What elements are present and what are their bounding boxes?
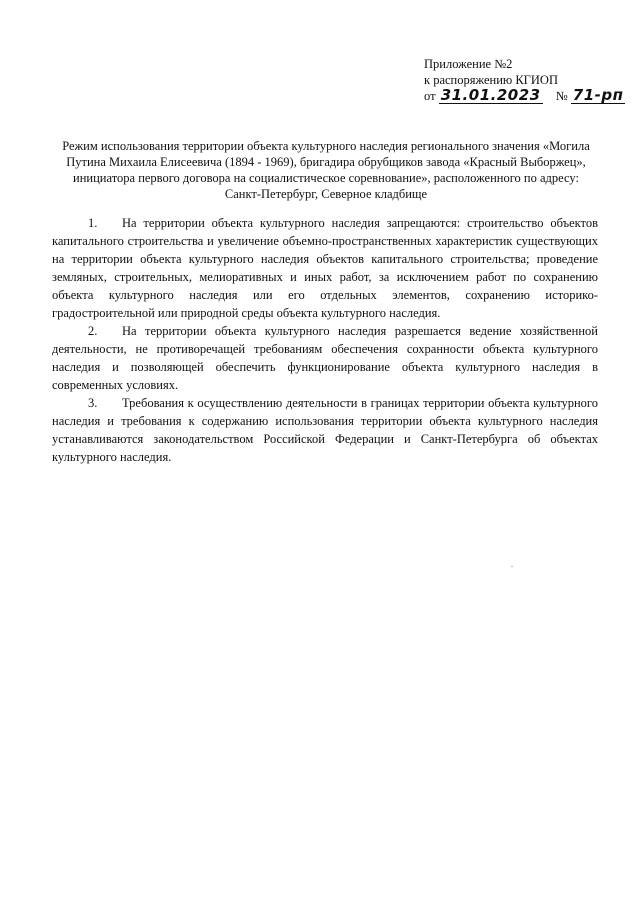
document-body [52,214,598,466]
document-title: Режим использования территории объекта культурного наследия регионального значения «Могила Путина Михаила Елисеевича (1894 - 1969), бригадира обрубщиков завода «Красный Выборжец», инициатора первого договора на социалистическое соревнование», расположенного по адресу: Санкт-Петербург, Северное кладбище [62,139,590,201]
paragraph-text: На территории объекта культурного наследия разрешается ведение хозяйственной деятельности, не противоречащей требованиям обеспечения сохранности объекта культурного наследия и позволяющей обеспечить функционирование объекта культурного наследия в современных условиях. [52,324,598,392]
paragraph-1 [52,214,598,322]
handwritten-date: 31.01.2023 [440,86,541,104]
paragraph-2 [52,322,598,394]
paragraph-3 [52,394,598,466]
paragraph-text: Требования к осуществлению деятельности в границах территории объекта культурного наследия и требования к содержанию использования территории объекта культурного наследия устанавливаются законодательством Российской Федерации и Санкт-Петербурга об объектах культурного наследия. [52,396,598,464]
paragraph-number: 2. [88,324,98,338]
appendix-header [424,56,624,104]
handwritten-number: 71-рп [572,86,624,104]
scan-speck [511,566,513,567]
paragraph-number: 1. [88,216,98,230]
number-prefix: № [555,89,568,103]
paragraph-text: На территории объекта культурного наследия запрещаются: строительство объектов капитального строительства и увеличение объемно-пространственных характеристик существующих на территории объекта культурного наследия объектов капитального строительства; проведение земляных, строительных, мелиоративных и иных работ, за исключением работ по сохранению объекта культурного наследия или его отдельных элементов, сохранению историко-градостроительной или природной среды объекта культурного наследия. [52,216,598,320]
appendix-title: Приложение №2 [424,57,513,71]
appendix-reference: к распоряжению КГИОП [424,73,558,87]
date-prefix: от [424,89,436,103]
appendix-date-number-line [424,86,624,104]
paragraph-number: 3. [88,396,98,410]
